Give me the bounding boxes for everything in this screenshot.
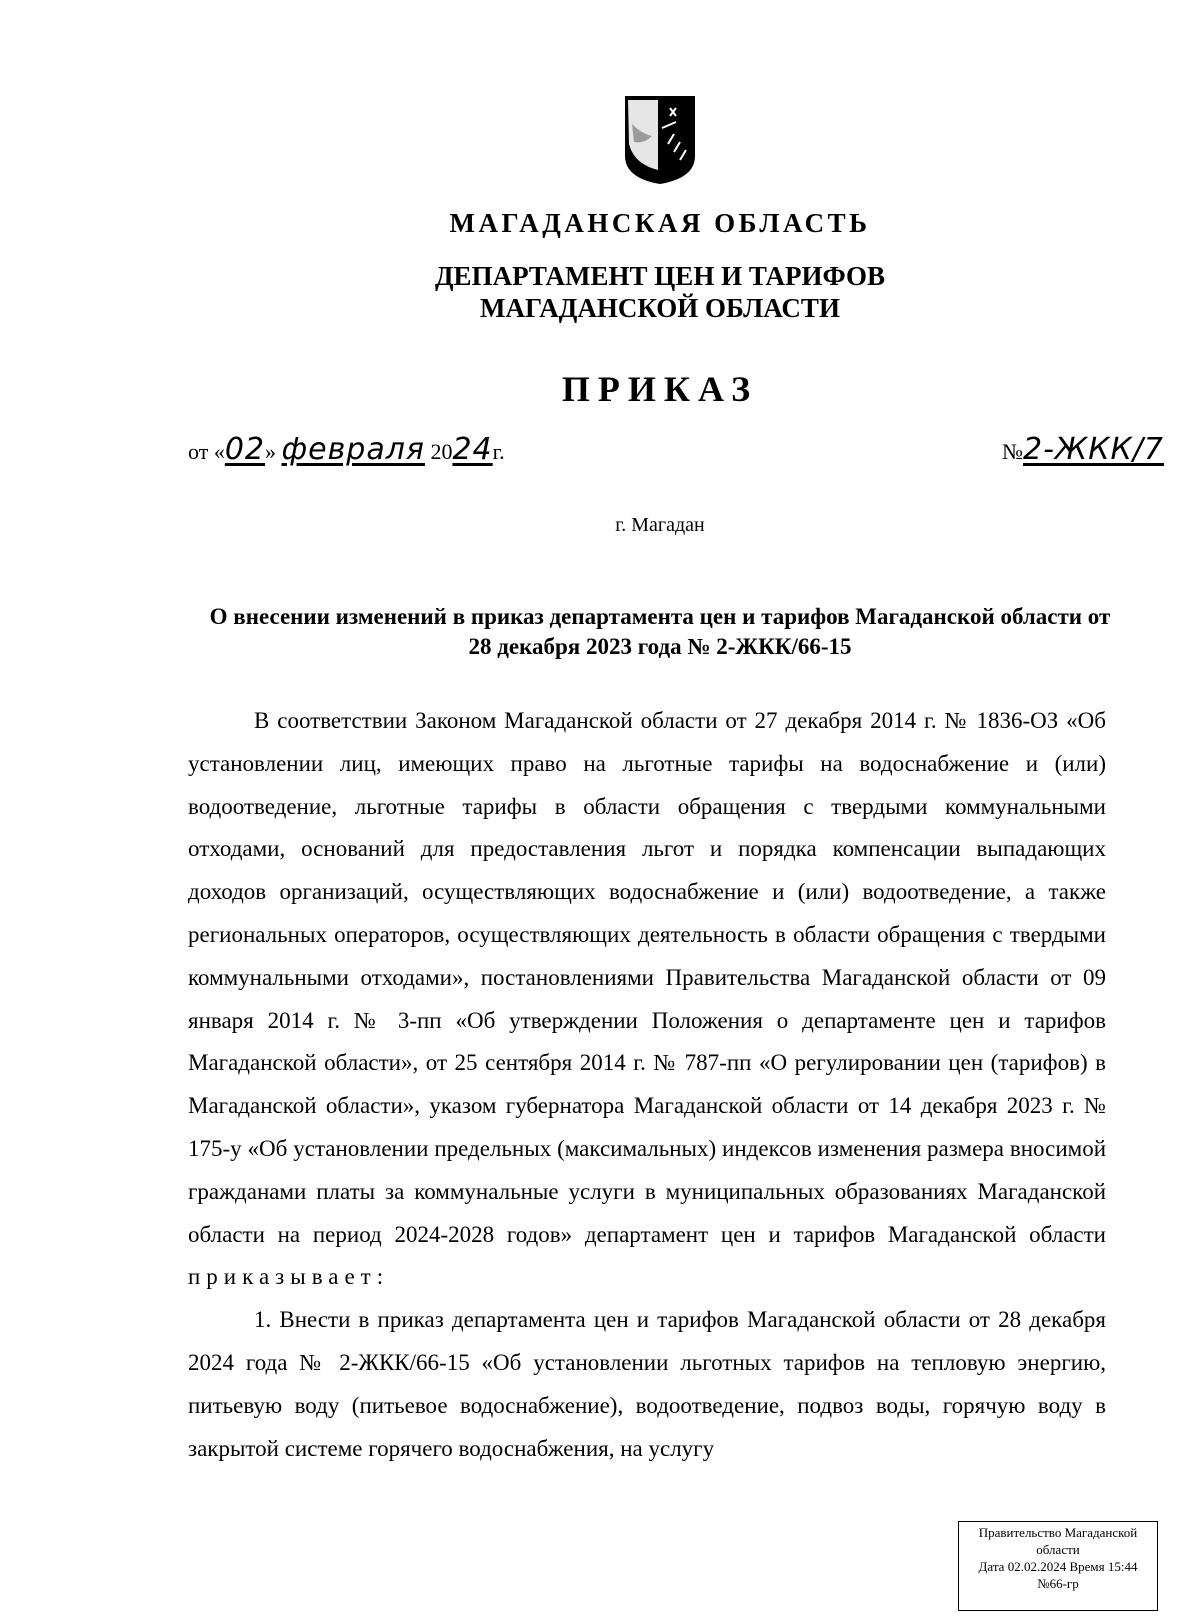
stamp-line-2: области (1036, 1542, 1080, 1557)
stamp-line-3: Дата 02.02.2024 Время 15:44 (978, 1559, 1138, 1574)
date-suffix: г. (492, 439, 505, 464)
number-prefix: № (1002, 439, 1023, 464)
date-day: 02 (224, 432, 266, 467)
date-year-prefix: 20 (430, 439, 453, 464)
order-date (188, 432, 505, 467)
city-label: г. Магадан (615, 514, 705, 536)
coat-of-arms-emblem (622, 94, 698, 186)
date-mid: » (265, 439, 277, 464)
paragraph-1-verb: приказывает: (188, 1264, 390, 1290)
document-title: О внесении изменений в приказ департамента цен и тарифов Магаданской области от 28 декабря 2023 года № 2-ЖКК/66-15 (209, 604, 1111, 659)
department-line-1: ДЕПАРТАМЕНТ ЦЕН И ТАРИФОВ (434, 261, 886, 291)
paragraph-1-text: В соответствии Законом Магаданской области от 27 декабря 2014 г. № 1836-ОЗ «Об установлении лиц, имеющих право на льготные тарифы на водоснабжение и (или) водоотведение, льготные тарифы в области обращения с твердыми коммунальными отходами, оснований для предоставления льгот и порядка компенсации выпадающих доходов организаций, осуществляющих водоснабжение и (или) водоотведение, а также региональных операторов, осуществляющих деятельность в области обращения с твердыми коммунальными отходами», постановлениями Правительства Магаданской области от 09 января 2014 г. № 3-пп «Об утверждении Положения о департаменте цен и тарифов Магаданской области», от 25 сентября 2014 г. № 787-пп «О регулировании цен (тарифов) в Магаданской области», указом губернатора Магаданской области от 14 декабря 2023 г. № 175-у «Об установлении предельных (максимальных) индексов изменения размера вносимой гражданами платы за коммунальные услуги в муниципальных образованиях Магаданской области на период 2024-2028 годов» департамент цен и тарифов Магаданской области (188, 708, 1106, 1247)
document-body (188, 700, 1106, 1470)
stamp-line-4: №66-гр (1037, 1576, 1079, 1591)
date-year-suffix: 24 (452, 432, 493, 467)
date-month: февраля (281, 432, 425, 467)
stamp-line-1: Правительство Магаданской (978, 1525, 1138, 1540)
order-number (1002, 432, 1164, 467)
region-heading: МАГАДАНСКАЯ ОБЛАСТЬ (449, 208, 871, 238)
department-heading (0, 260, 1200, 324)
registration-stamp (958, 1521, 1158, 1611)
date-prefix: от « (188, 439, 225, 464)
number-value: 2-ЖКК/7 (1023, 432, 1165, 467)
department-line-2: МАГАДАНСКОЙ ОБЛАСТИ (480, 293, 840, 323)
body-paragraph-2: 1. Внести в приказ департамента цен и тарифов Магаданской области от 28 декабря 2024 года № 2-ЖКК/66-15 «Об установлении льготных тарифов на тепловую энергию, питьевую воду (питьевое водоснабжение), водоотведение, подвоз воды, горячую воду в закрытой системе горячего водоснабжения, на услугу (188, 1307, 1106, 1461)
document-type-heading: ПРИКАЗ (561, 369, 759, 409)
body-paragraph-1 (188, 700, 1106, 1299)
